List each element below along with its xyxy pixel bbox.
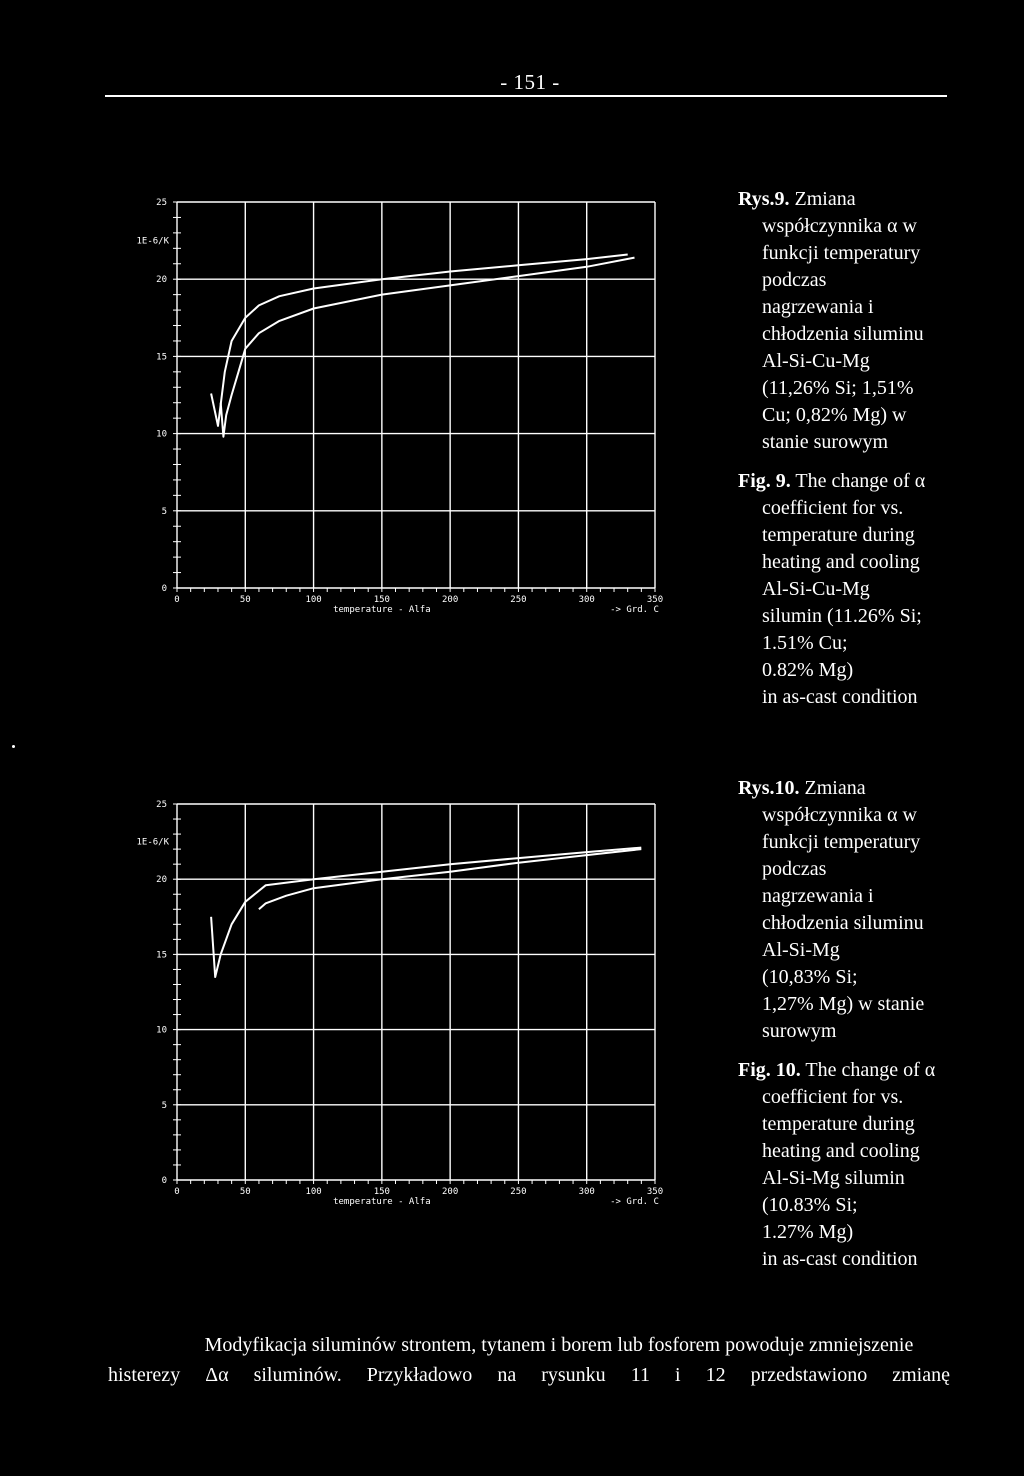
y-axis-unit-label: 1E-6/K bbox=[136, 236, 169, 247]
x-tick-label: 150 bbox=[373, 1187, 390, 1197]
x-tick-label: 50 bbox=[239, 1187, 251, 1197]
x-tick-label: 100 bbox=[305, 595, 322, 605]
figure-9-en-line-5: 1.51% Cu; bbox=[762, 632, 848, 654]
x-tick-label: 350 bbox=[646, 1187, 664, 1197]
figure-10-en-line-1: temperature during bbox=[762, 1113, 915, 1135]
figure-10-pl-line-2: funkcji temperatury bbox=[762, 831, 921, 853]
x-axis-unit-label: -> Grd. C bbox=[610, 605, 659, 615]
x-axis-unit-label: -> Grd. C bbox=[610, 1197, 659, 1207]
figure-9-pl-line-8: Cu; 0,82% Mg) w bbox=[762, 404, 907, 426]
figure-9-pl-line-0: Zmiana bbox=[794, 188, 856, 210]
y-tick-label: 10 bbox=[156, 429, 167, 440]
series-cooling-line bbox=[221, 258, 635, 437]
figure-9-pl-line-3: podczas bbox=[762, 269, 827, 291]
x-tick-label: 150 bbox=[373, 595, 390, 605]
y-tick-label: 5 bbox=[161, 1100, 167, 1111]
x-axis-label: temperature - Alfa bbox=[333, 605, 431, 615]
figure-9-en-label: Fig. 9. bbox=[738, 470, 791, 492]
figure-10-pl-line-4: nagrzewania i bbox=[762, 885, 874, 907]
figure-9-caption-en-first-line bbox=[738, 468, 998, 495]
figure-9-en-line-6: 0.82% Mg) bbox=[762, 659, 854, 681]
figure-10-svg bbox=[125, 790, 685, 1220]
figure-9-caption bbox=[738, 186, 998, 711]
figure-10-en-line-4: (10.83% Si; bbox=[762, 1194, 858, 1216]
x-tick-label: 250 bbox=[510, 595, 527, 605]
y-tick-label: 20 bbox=[156, 875, 167, 886]
y-tick-label: 0 bbox=[161, 584, 167, 594]
figure-10-en-line-2: heating and cooling bbox=[762, 1140, 920, 1162]
y-tick-label: 15 bbox=[156, 950, 167, 961]
figure-9-pl-line-5: chłodzenia siluminu bbox=[762, 323, 924, 345]
scan-speck bbox=[12, 745, 15, 748]
y-tick-label: 20 bbox=[156, 275, 167, 286]
figure-9-pl-line-1: współczynnika α w bbox=[762, 215, 917, 237]
body-paragraph bbox=[108, 1330, 950, 1390]
figure-9-en-line-1: temperature during bbox=[762, 524, 915, 546]
figure-10-caption-pl bbox=[738, 775, 998, 1045]
series-heating-line bbox=[211, 255, 628, 426]
x-tick-label: 200 bbox=[442, 595, 459, 605]
figure-10-pl-line-1: współczynnika α w bbox=[762, 804, 917, 826]
y-tick-label: 10 bbox=[156, 1025, 167, 1036]
x-tick-label: 0 bbox=[174, 1187, 180, 1197]
figure-9-pl-line-2: funkcji temperatury bbox=[762, 242, 921, 264]
figure-10-en-line-5: 1.27% Mg) bbox=[762, 1221, 854, 1243]
figure-9-pl-label: Rys.9. bbox=[738, 188, 790, 210]
figure-9-caption-en bbox=[738, 468, 998, 711]
figure-10-en-first: The change of α bbox=[805, 1059, 936, 1081]
x-tick-label: 250 bbox=[510, 1187, 527, 1197]
figure-10-en-line-3: Al-Si-Mg silumin bbox=[762, 1167, 905, 1189]
figure-9-en-line-0: coefficient for vs. bbox=[762, 497, 904, 519]
figure-9-en-line-7: in as-cast condition bbox=[762, 686, 918, 708]
figure-10-en-line-0: coefficient for vs. bbox=[762, 1086, 904, 1108]
figure-10-pl-label: Rys.10. bbox=[738, 777, 800, 799]
figure-9-en-line-4: silumin (11.26% Si; bbox=[762, 605, 922, 627]
figure-9-chart bbox=[125, 188, 685, 628]
x-tick-label: 200 bbox=[442, 1187, 459, 1197]
figure-9-pl-line-7: (11,26% Si; 1,51% bbox=[762, 377, 914, 399]
x-tick-label: 50 bbox=[239, 595, 251, 605]
y-tick-label: 25 bbox=[156, 198, 167, 208]
figure-9-caption-pl bbox=[738, 186, 998, 456]
figure-10-en-line-6: in as-cast condition bbox=[762, 1248, 918, 1270]
chart-0-layer bbox=[136, 198, 663, 615]
figure-10-pl-line-5: chłodzenia siluminu bbox=[762, 912, 924, 934]
figure-9-pl-line-4: nagrzewania i bbox=[762, 296, 874, 318]
figure-10-pl-line-9: surowym bbox=[762, 1020, 837, 1042]
y-tick-label: 25 bbox=[156, 800, 167, 810]
figure-10-pl-line-7: (10,83% Si; bbox=[762, 966, 858, 988]
figure-9-en-line-2: heating and cooling bbox=[762, 551, 920, 573]
figure-10-caption-en bbox=[738, 1057, 998, 1273]
chart-1-layer bbox=[136, 800, 663, 1207]
figure-10-pl-line-8: 1,27% Mg) w stanie bbox=[762, 993, 925, 1015]
figure-9-svg bbox=[125, 188, 685, 628]
top-rule bbox=[105, 95, 947, 97]
body-line-2: histerezy Δα siluminów. Przykładowo na rysunku 11 i 12 przedstawiono zmianę bbox=[108, 1364, 950, 1386]
x-tick-label: 300 bbox=[578, 595, 595, 605]
y-tick-label: 0 bbox=[161, 1176, 167, 1186]
series-heating-line bbox=[211, 848, 641, 977]
figure-9-caption-pl-first-line bbox=[738, 186, 998, 213]
figure-10-caption-en-first-line bbox=[738, 1057, 998, 1084]
figure-10-en-label: Fig. 10. bbox=[738, 1059, 801, 1081]
x-axis-label: temperature - Alfa bbox=[333, 1197, 431, 1207]
figure-10-pl-line-6: Al-Si-Mg bbox=[762, 939, 840, 961]
figure-9-pl-line-9: stanie surowym bbox=[762, 431, 889, 453]
figure-10-caption bbox=[738, 775, 998, 1273]
x-tick-label: 350 bbox=[646, 595, 664, 605]
page-number: - 151 - bbox=[500, 70, 560, 94]
x-tick-label: 100 bbox=[305, 1187, 322, 1197]
figure-9-en-line-3: Al-Si-Cu-Mg bbox=[762, 578, 870, 600]
y-tick-label: 15 bbox=[156, 352, 167, 363]
y-tick-label: 5 bbox=[161, 506, 167, 517]
figure-10-caption-pl-first-line bbox=[738, 775, 998, 802]
figure-9-en-first: The change of α bbox=[795, 470, 926, 492]
figure-9-pl-line-6: Al-Si-Cu-Mg bbox=[762, 350, 870, 372]
figure-10-pl-line-0: Zmiana bbox=[804, 777, 866, 799]
body-line-1: Modyfikacja siluminów strontem, tytanem i borem lub fosforem powoduje zmniejszenie bbox=[204, 1334, 914, 1356]
figure-10-chart bbox=[125, 790, 685, 1220]
y-axis-unit-label: 1E-6/K bbox=[136, 837, 169, 848]
x-tick-label: 0 bbox=[174, 595, 180, 605]
figure-10-pl-line-3: podczas bbox=[762, 858, 827, 880]
x-tick-label: 300 bbox=[578, 1187, 595, 1197]
